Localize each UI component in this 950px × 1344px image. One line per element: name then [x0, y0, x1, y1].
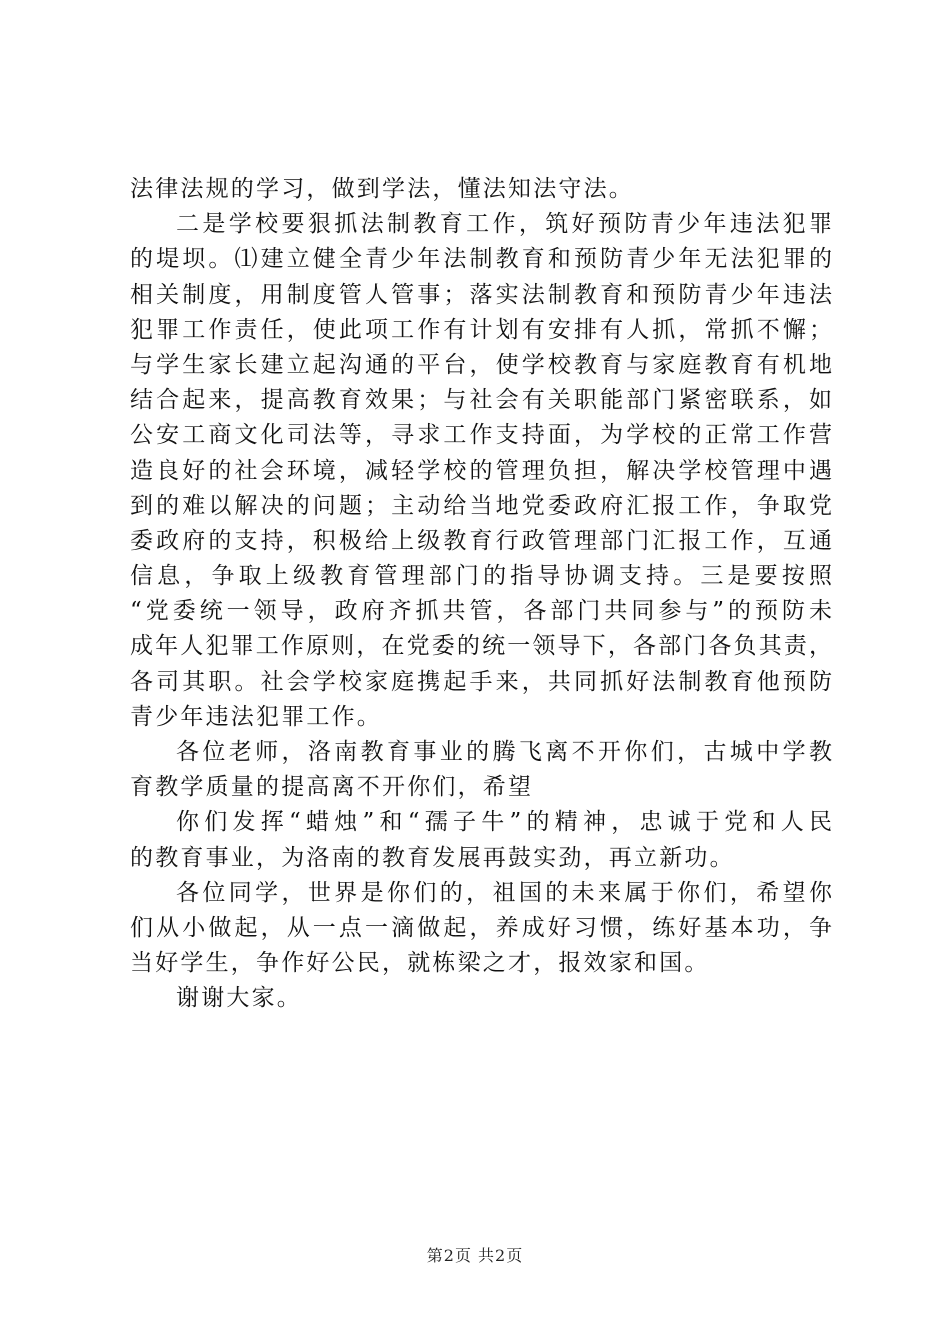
text-line: 相关制度，用制度管人管事；落实法制教育和预防青少年违法: [130, 281, 832, 308]
text-line: 各位老师，洛南教育事业的腾飞离不开你们，古城中学教: [176, 739, 832, 765]
document-body: [130, 172, 832, 1017]
text-line: 造良好的社会环境，减轻学校的管理负担，解决学校管理中遇: [130, 457, 832, 484]
text-line: 育教学质量的提高离不开你们，希望: [130, 774, 534, 801]
text-line: 你们发挥“蜡烛”和“孺子牛”的精神，忠诚于党和人民: [176, 809, 832, 836]
text-line: 当好学生，争作好公民，就栋梁之才，报效家和国。: [130, 950, 710, 977]
text-line: 信息，争取上级教育管理部门的指导协调支持。三是要按照: [130, 563, 832, 590]
text-line: 各司其职。社会学校家庭携起手来，共同抓好法制教育他预防: [130, 668, 832, 695]
text-line: 的教育事业，为洛南的教育发展再鼓实劲，再立新功。: [130, 844, 735, 871]
text-line: 谢谢大家。: [176, 985, 302, 1012]
text-line: 犯罪工作责任，使此项工作有计划有安排有人抓，常抓不懈；: [130, 316, 832, 343]
page-number-footer: 第2页 共2页: [426, 1246, 524, 1265]
text-line: 法律法规的学习，做到学法，懂法知法守法。: [130, 176, 634, 202]
text-line: 到的难以解决的问题；主动给当地党委政府汇报工作，争取党: [130, 492, 832, 519]
text-line: 成年人犯罪工作原则，在党委的统一领导下，各部门各负其责，: [130, 633, 832, 660]
text-line: 公安工商文化司法等，寻求工作支持面，为学校的正常工作营: [130, 422, 832, 449]
text-line: 的堤坝。⑴建立健全青少年法制教育和预防青少年无法犯罪的: [130, 246, 832, 273]
text-line: 各位同学，世界是你们的，祖国的未来属于你们，希望你: [176, 879, 832, 906]
text-line: 委政府的支持，积极给上级教育行政管理部门汇报工作，互通: [130, 527, 832, 554]
text-line: “党委统一领导，政府齐抓共管，各部门共同参与”的预防未: [130, 598, 832, 625]
text-line: 与学生家长建立起沟通的平台，使学校教育与家庭教育有机地: [130, 351, 832, 378]
text-line: 们从小做起，从一点一滴做起，养成好习惯，练好基本功，争: [130, 914, 832, 941]
text-line: 青少年违法犯罪工作。: [130, 703, 382, 730]
text-line: 结合起来，提高教育效果；与社会有关职能部门紧密联系，如: [130, 387, 832, 414]
text-line: 二是学校要狠抓法制教育工作，筑好预防青少年违法犯罪: [176, 211, 832, 238]
